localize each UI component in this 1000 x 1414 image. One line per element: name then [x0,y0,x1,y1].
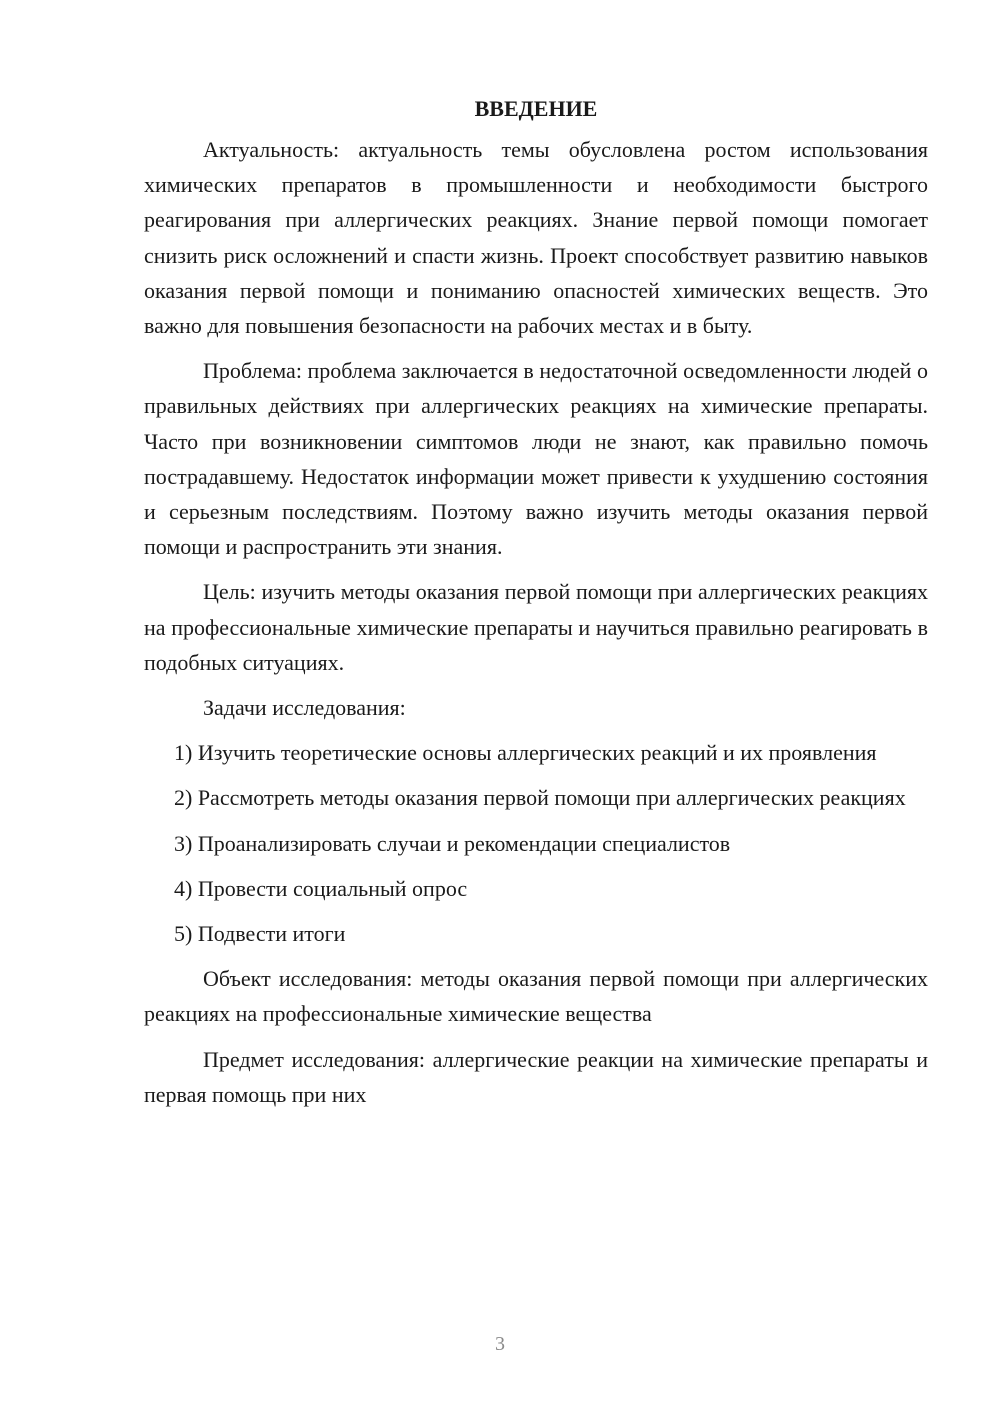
task-item: 3) Проанализировать случаи и рекомендации специалистов [174,830,731,856]
subject-paragraph: Предмет исследования: аллергические реакции на химические препараты и первая помощь при них [144,1046,928,1107]
object-paragraph: Объект исследования: методы оказания первой помощи при аллергических реакциях на профессиональные химические вещества [144,966,928,1027]
task-item: 1) Изучить теоретические основы аллергических реакций и их проявления [174,740,877,766]
page-number: 3 [495,1333,505,1355]
goal-paragraph: Цель: изучить методы оказания первой помощи при аллергических реакциях на профессиональные химические препараты и научиться правильно реагировать в подобных ситуациях. [144,579,928,675]
tasks-heading: Задачи исследования: [203,695,406,721]
task-item: 4) Провести социальный опрос [174,875,468,901]
problem-paragraph: Проблема: проблема заключается в недостаточной осведомленности людей о правильных действиях при аллергических реакциях на химические препараты. Часто при возникновении симптомов люди не знают, как правильно помочь пострадавшему. Недостаток информации может привести к ухудшению состояния и серьезным последствиям. Поэтому важно изучить методы оказания первой помощи и распространить эти знания. [144,358,928,560]
relevance-paragraph: Актуальность: актуальность темы обусловлена ростом использования химических препаратов в промышленности и необходимости быстрого реагирования при аллергических реакциях. Знание первой помощи помогает снизить риск осложнений и спасти жизнь. Проект способствует развитию навыков оказания первой помощи и пониманию опасностей химических веществ. Это важно для повышения безопасности на рабочих местах и в быту. [144,137,928,339]
task-item: 2) Рассмотреть методы оказания первой помощи при аллергических реакциях [174,785,906,811]
task-item: 5) Подвести итоги [174,921,346,947]
page-title: ВВЕДЕНИЕ [474,96,598,121]
document-page [144,92,928,1122]
tasks-list [144,735,928,951]
